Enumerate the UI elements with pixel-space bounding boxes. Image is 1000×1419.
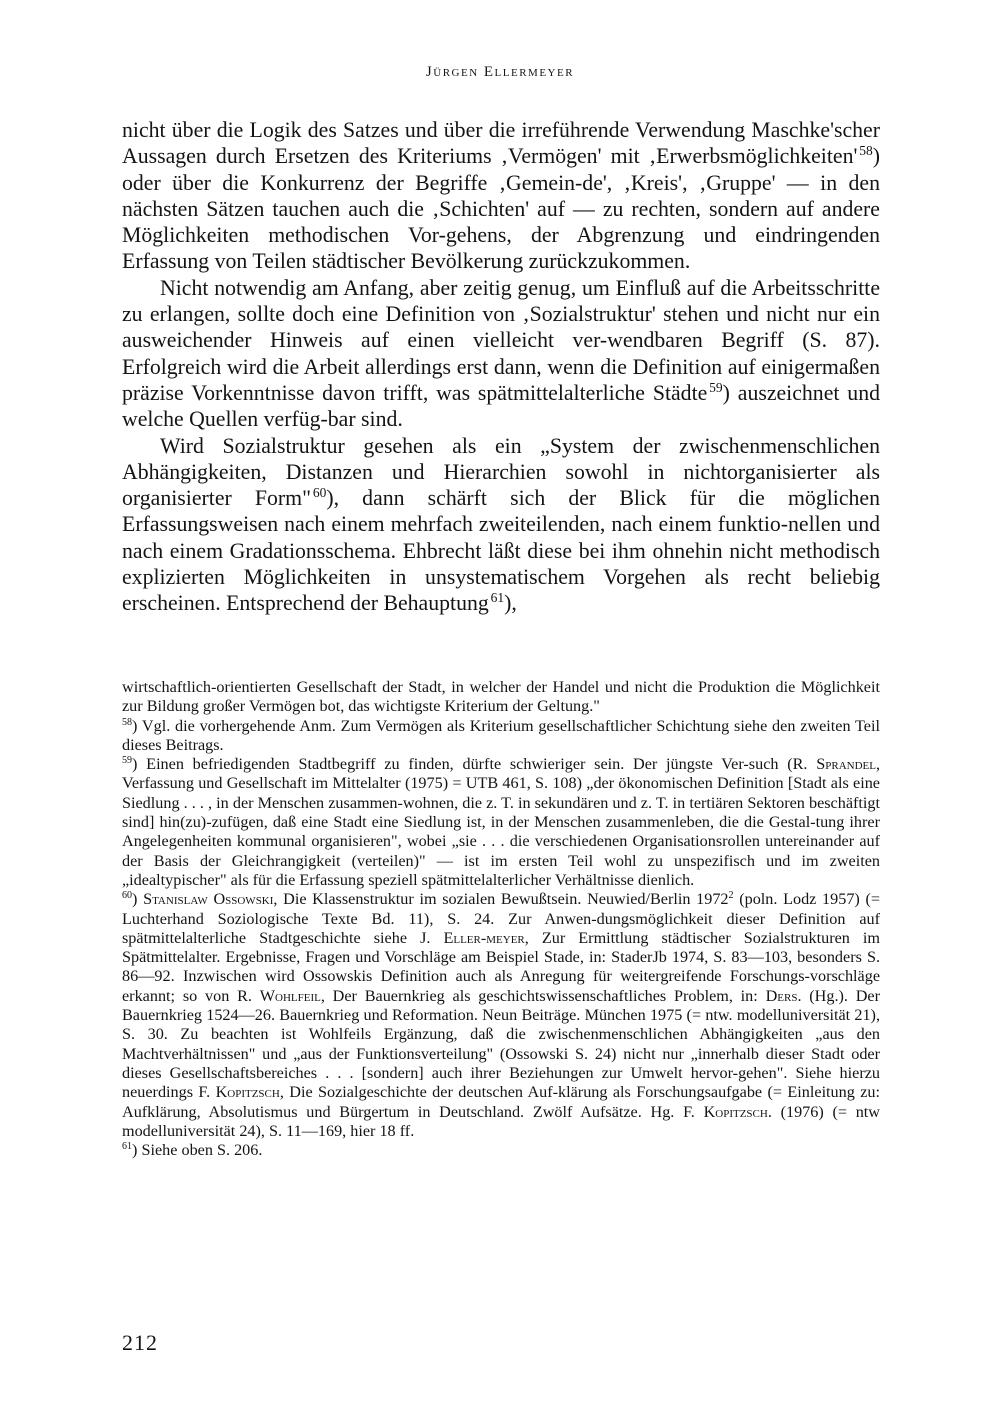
page-number: 212 (122, 1330, 158, 1355)
footnote-58-text: ) Vgl. die vorhergehende Anm. Zum Vermögen als Kriterium gesellschaftlicher Schichtung siehe den zweiten Teil dieses Beitrags. (122, 716, 880, 754)
author-name: Eller-meyer (443, 928, 525, 947)
author-name: Sprandel (816, 755, 876, 774)
footnote-continuation: wirtschaftlich-orientierten Gesellschaft der Stadt, in welcher der Handel und nicht die Produktion die Möglichkeit zur Bildung großer Vermögen bot, das wichtigste Kriterium der Geltung." (122, 678, 880, 716)
footnote-61-text: ) Siehe oben S. 206. (132, 1141, 263, 1160)
paragraph-1-text: nicht über die Logik des Satzes und über die irreführende Verwendung Maschke'scher Aussagen durch Ersetzen des Kriteriums ‚Vermögen' mit ‚Erwerbsmöglichkeiten' (122, 118, 880, 169)
edition-superscript: 2 (728, 890, 734, 902)
paragraph-3-text-end: ), (504, 591, 517, 616)
footnote-61-mark: 61 (122, 1141, 133, 1153)
footnote-59-text-cont: , Verfassung und Gesellschaft im Mittelalter (1975) = UTB 461, S. 108) „der ökonomischen Definition [Stadt als eine Siedlung . . . , in der Menschen zusammen-wohnen, die z. T. in sekundären und z. T. in tertiären Sektoren beschäftigt sind] hin(zu)-zufügen, daß eine Stadt eine Siedlung ist, in der Menschen zusammenleben, die die Gestal-tung ihrer Angelegenheiten kommunal organisieren", wobei „sie . . . die verschiedenen Organisationsrollen untereinander auf der Basis der Gleichrangigkeit (verteilen)" — ist im ersten Teil wohl zu unspezifisch und im zweiten „idealtypischer" als für die Erfassung speziell spätmittelalterlicher Verhältnisse dienlich. (122, 755, 881, 889)
paragraph-2-text: Nicht notwendig am Anfang, aber zeitig genug, um Einfluß auf die Arbeitsschritte zu erlangen, sollte doch eine Definition von ‚Sozialstruktur' stehen und nicht nur ein ausweichender Hinweis auf einen vielleicht ver-wendbaren Begriff (S. 87). Erfolgreich wird die Arbeit allerdings erst dann, wenn die Definition auf einigermaßen präzise Vorkenntnisse davon trifft, was spätmittelalterliche Städte (122, 275, 880, 405)
paragraph-3-text: Wird Sozialstruktur gesehen als ein „System der zwischenmenschlichen Abhängigkeiten, Distanzen und Hierarchien sowohl in nichtorganisierter als organisierter Form" (122, 433, 880, 511)
author-name: Ders. (765, 986, 802, 1005)
footnote-60-text-d: , Der Bauernkrieg als geschichtswissenschaftliches Problem, in: (320, 986, 758, 1005)
footnote-59-text: ) Einen befriedigenden Stadtbegriff zu finden, dürfte schwieriger sein. Der jüngste Ver-such (R. (132, 755, 808, 774)
footnote-61 (122, 1141, 880, 1160)
footnote-58 (122, 717, 880, 756)
footnote-60-text-c: , Zur Ermittlung städtischer Sozialstrukturen im Spätmittelalter. Ergebnisse, Fragen und Vorschläge am Beispiel Stade, in: StaderJb 1974, S. 83—103, besonders S. 86—92. Inzwischen wird Ossowskis Definition auch als Anregung für weitergreifende Forschungs-vorschläge erkannt; so von R. (122, 928, 881, 1005)
author-name: Kopitzsch (703, 1102, 768, 1121)
footnote-ref-61: 61 (490, 590, 505, 606)
footnote-ref-58: 58 (859, 143, 873, 159)
paragraph-1-text-cont: ) oder über die Konkurrenz der Begriffe ‚Gemein-de', ‚Kreis', ‚Gruppe' — in den nächsten Sätzen tauchen auch die ‚Schichten' auf — zu rechten, sondern auf andere Möglichkeiten methodischen Vor-gehens, der Abgrenzung und eindringenden Erfassung von Teilen städtischer Bevölkerung zurückzukommen. (122, 144, 880, 274)
paragraph-3-text-cont: ), dann schärft sich der Blick für die möglichen Erfassungsweisen nach einem mehrfach zweiteilenden, nach einem funktio-nellen und nach einem Gradationsschema. Ehbrecht läßt diese bei ihm ohnehin nicht methodisch explizierten Möglichkeiten in unsystematischem Vorgehen als recht beliebig erscheinen. Entsprechend der Behauptung (122, 486, 880, 616)
footnotes (122, 678, 880, 1160)
footnote-59 (122, 755, 880, 890)
footnote-60-text-e: (Hg.). Der Bauernkrieg 1524—26. Bauernkrieg und Reformation. Neun Beiträge. München 1975 (= ntw. modelluniversität 21), S. 30. Zu beachten ist Wohlfeils Ergänzung, daß die zwischenmenschlichen Abhängigkeiten „aus den Machtverhältnissen" und „aus der Funktionsverteilung" (Ossowski S. 24) nicht nur „innerhalb dieser Stadt oder dieses Gesellschaftsbereiches . . . [sondern] auch ihrer Beziehungen zur Umwelt hervor-gehen". Siehe hierzu neuerdings F. (122, 986, 881, 1102)
running-head: Jürgen Ellermeyer (425, 64, 575, 80)
footnote-ref-59: 59 (709, 379, 723, 395)
author-name: Kopitzsch (215, 1083, 280, 1102)
footnote-59-mark: 59 (122, 755, 133, 767)
footnote-60-mark: 60 (122, 890, 133, 902)
footnote-60-text-g: . (1976) (= ntw modelluniversität 24), S. 11—169, hier 18 ff. (122, 1102, 880, 1140)
paragraph-2 (122, 275, 880, 433)
paragraph-2-text-cont: ) auszeichnet und welche Quellen verfüg-bar sind. (122, 380, 880, 432)
author-name: Stanislaw Ossowski (143, 890, 274, 909)
footnote-60-text-f: , Die Sozialgeschichte der deutschen Auf-klärung als Forschungsaufgabe (= Einleitung zu: Aufklärung, Absolutismus und Bürgertum in Deutschland. Zwölf Aufsätze. Hg. F. (122, 1083, 881, 1121)
paragraph-3 (122, 433, 880, 617)
paragraph-1 (122, 117, 880, 275)
footnote-ref-60: 60 (312, 485, 327, 501)
body-text (122, 117, 880, 617)
footnote-58-mark: 58 (122, 716, 133, 728)
footnote-60-text-b: (poln. Lodz 1957) (= Luchterhand Soziologische Texte Bd. 11), S. 24. Zur Anwen-dungsmöglichkeit dieser Definition auf spätmittelalterliche Stadtgeschichte siehe J. (122, 890, 880, 947)
footnote-60: $^{60}$) Stanislaw Ossowski, Die Klassenstruktur im sozialen Bewußtsein. Neuwied/Berlin 1972$^2$ (poln. Lodz 1957) (= Luchterhand Soziologische Texte Bd. 11), S. 24. Zur Anwen-dungsmöglichkeit dieser Definition auf spätmittelalterliche Stadtgeschichte siehe J. Eller-meyer, Zur Ermittlung städtischer Sozialstrukturen im Spätmittelalter. Ergebnisse, Fragen und Vorschläge am Beispiel Stade, in: StaderJb 1974, S. 83—103, besonders S. 86—92. Inzwischen wird Ossowskis Definition auch als Anregung für weitergreifende Forschungs-vorschläge erkannt; so von R. Wohlfeil, Der Bauernkrieg als geschichtswissenschaftliches Problem, in: Ders. (Hg.). Der Bauernkrieg 1524—26. Bauernkrieg und Reformation. Neun Beiträge. München 1975 (= ntw. modelluniversität 21), S. 30. Zu beachten ist Wohlfeils Ergänzung, daß die zwischenmenschlichen Abhängigkeiten „aus den Machtverhältnissen" und „aus der Funktionsverteilung" (Ossowski S. 24) nicht nur „innerhalb dieser Stadt oder dieses Gesellschaftsbereiches . . . [sondern] auch ihrer Beziehungen zur Umwelt hervor-gehen". Siehe hierzu neuerdings F. Kopitzsch, Die Sozialgeschichte der deutschen Auf-klärung als Forschungsaufgabe (= Einleitung zu: Aufklärung, Absolutismus und Bürgertum in Deutschland. Zwölf Aufsätze. Hg. F. Kopitzsch. (1976) (= ntw modelluniversität 24), S. 11—169, hier 18 ff. (122, 890, 881, 1140)
footnote-60-text-a: , Die Klassenstruktur im sozialen Bewußtsein. Neuwied/Berlin 1972 (273, 890, 729, 909)
author-name: Wohlfeil (259, 986, 321, 1005)
